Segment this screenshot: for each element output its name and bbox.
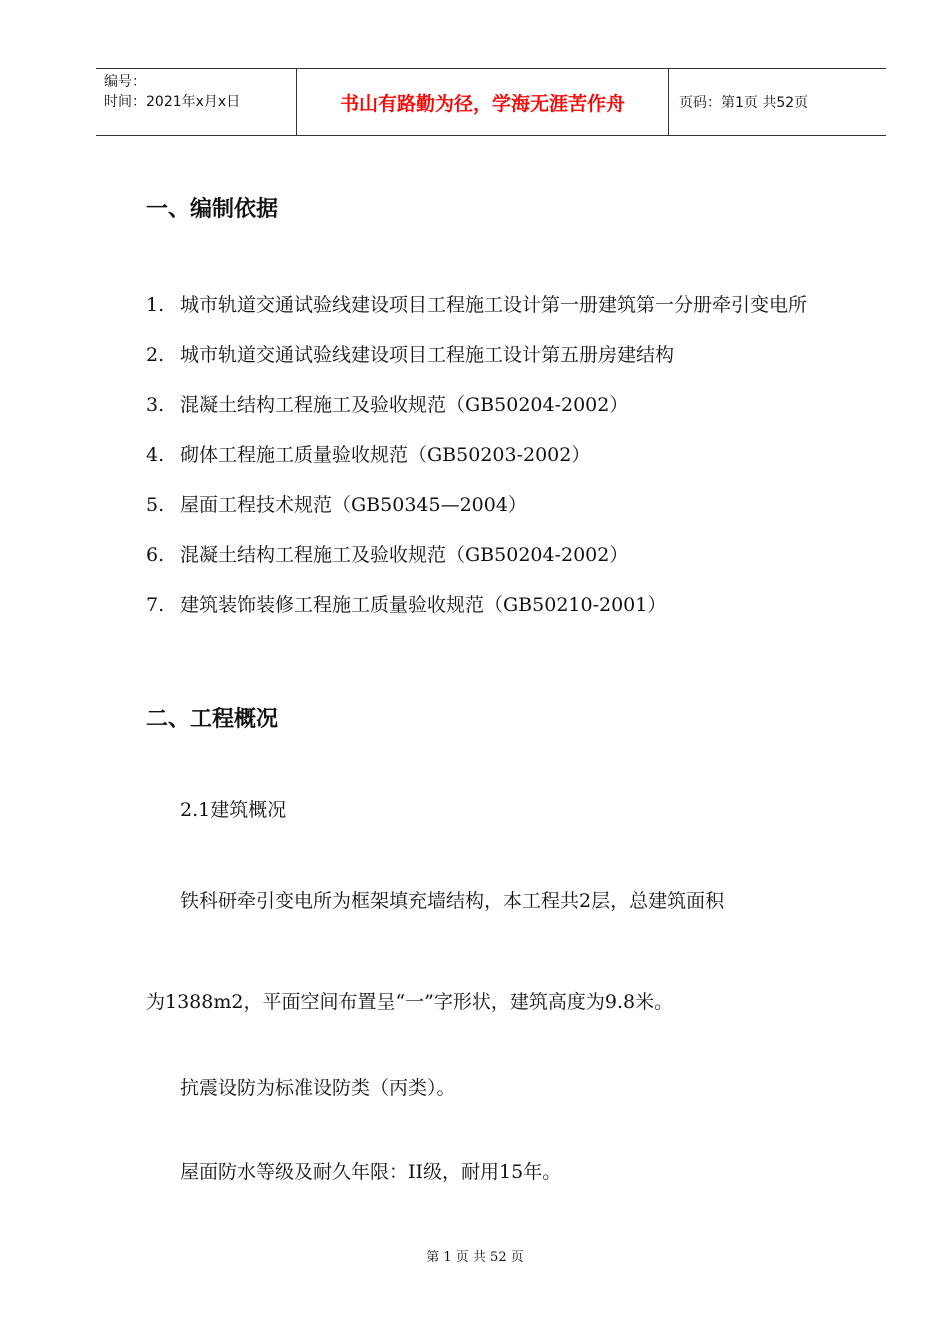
list-item-number: 4. — [146, 444, 165, 466]
overview-paragraph-line2: 为1388m2，平面空间布置呈“一”字形状，建筑高度为9.8米。 — [146, 991, 674, 1013]
list-item-number: 2. — [146, 344, 165, 366]
list-item — [146, 580, 846, 630]
list-item-text: 屋面工程技术规范（GB50345—2004） — [180, 494, 527, 516]
header-motto: 书山有路勤为径，学海无涯苦作舟 — [297, 69, 669, 135]
list-item — [146, 380, 846, 430]
code-label: 编号： — [104, 74, 146, 90]
list-item-text: 建筑装饰装修工程施工质量验收规范（GB50210-2001） — [180, 594, 667, 616]
basis-list — [146, 280, 846, 630]
list-item-text: 砌体工程施工质量验收规范（GB50203-2002） — [180, 444, 591, 466]
list-item — [146, 530, 846, 580]
list-item-number: 1. — [146, 294, 165, 316]
waterproof-paragraph: 屋面防水等级及耐久年限：II级，耐用15年。 — [180, 1161, 562, 1183]
list-item-number: 7. — [146, 594, 165, 616]
time-label: 时间：2021年x月x日 — [104, 94, 241, 110]
list-item-number: 6. — [146, 544, 165, 566]
list-item — [146, 330, 846, 380]
section-title-overview: 二、工程概况 — [146, 707, 279, 732]
header-meta — [96, 69, 297, 135]
list-item-text: 城市轨道交通试验线建设项目工程施工设计第五册房建结构 — [180, 344, 675, 366]
page-header — [96, 68, 886, 136]
list-item-text: 混凝土结构工程施工及验收规范（GB50204-2002） — [180, 394, 629, 416]
list-item-number: 5. — [146, 494, 165, 516]
list-item-text: 混凝土结构工程施工及验收规范（GB50204-2002） — [180, 544, 629, 566]
list-item — [146, 280, 846, 330]
seismic-paragraph: 抗震设防为标准设防类（丙类）。 — [180, 1077, 456, 1099]
page-footer: 第 1 页 共 52 页 — [426, 1250, 524, 1265]
overview-paragraph-line1: 铁科研牵引变电所为框架填充墙结构，本工程共2层，总建筑面积 — [180, 890, 725, 912]
list-item-text: 城市轨道交通试验线建设项目工程施工设计第一册建筑第一分册牵引变电所 — [180, 294, 808, 316]
header-page-info: 页码：第1页 共52页 — [679, 95, 809, 111]
section-title-basis: 一、编制依据 — [146, 197, 279, 222]
list-item-number: 3. — [146, 394, 165, 416]
list-item — [146, 480, 846, 530]
list-item — [146, 430, 846, 480]
subsection-title: 2.1建筑概况 — [180, 799, 287, 821]
